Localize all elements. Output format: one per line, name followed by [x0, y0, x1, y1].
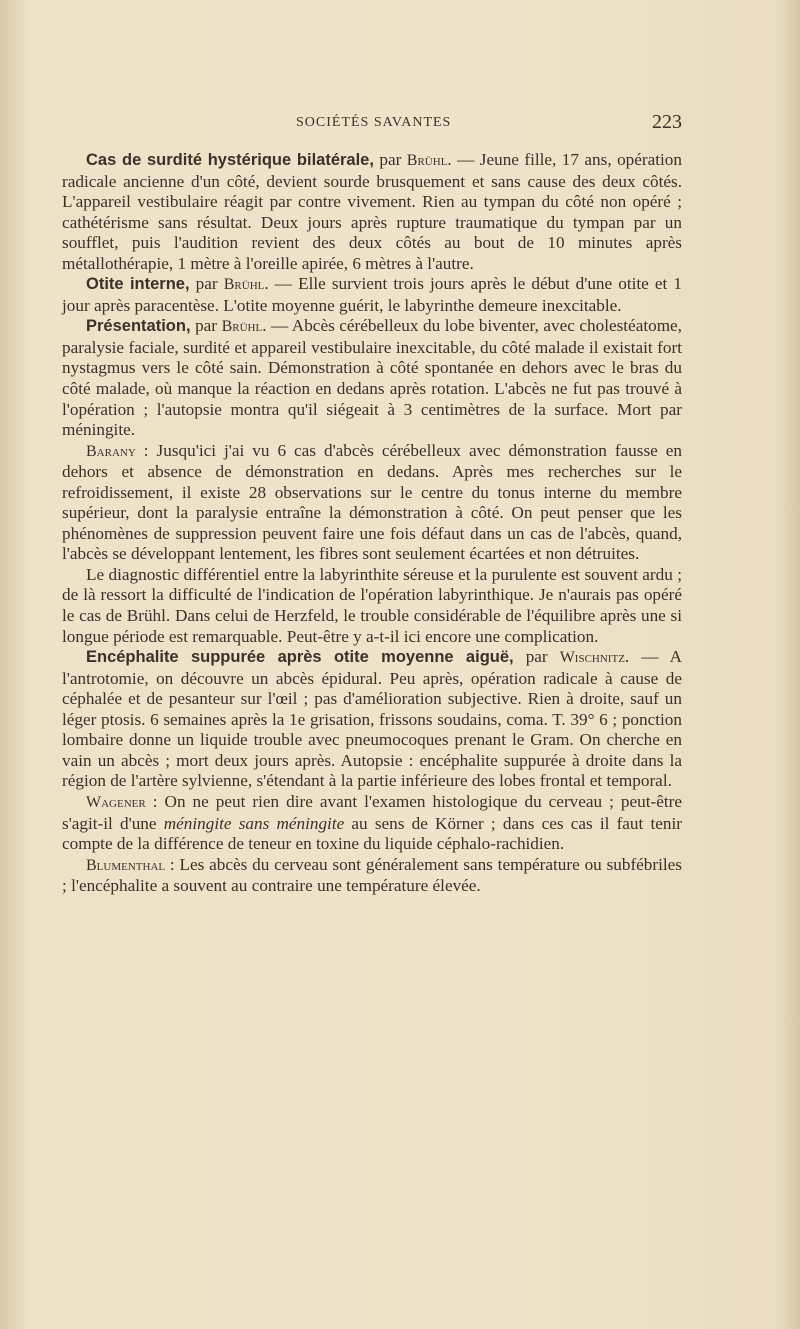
author-name: Barany: [86, 442, 136, 460]
running-title: SOCIÉTÉS SAVANTES: [296, 115, 452, 130]
paragraph-presentation: [62, 316, 682, 440]
author-name: Wischnitz: [559, 649, 625, 667]
lead-text: par: [190, 316, 222, 336]
author-name: Brühl: [221, 318, 263, 336]
paragraph-barany: [62, 441, 682, 565]
page-header: [62, 113, 682, 139]
paragraph-wagener: [62, 792, 682, 855]
lead-text: par: [189, 274, 224, 294]
author-name: Wagener: [86, 793, 146, 811]
paragraph-text: . — Elle survient trois jours après le début d'une otite et 1 jour après paracentèse. L'otite moyenne guérit, le labyrinthe demeure inexcitable.: [62, 274, 683, 315]
paragraph-text: Le diagnostic différentiel entre la labyrinthite séreuse et la purulente est souvent ardu ; de là ressort la difficulté de l'indication de l'opération labyrinthique. Je n'aurais pas opéré le cas de Brühl. Dans celui de Herzfeld, le trouble considérable de l'équilibre après une si longue période est remarquable. Peut-être y a-t-il ici encore une complication.: [62, 564, 682, 646]
paragraph-surdite: [62, 150, 682, 274]
paragraph-text: : Les abcès du cerveau sont généralement sans température ou subfébriles ; l'encéphalite a souvent au contraire une température élevée.: [62, 854, 682, 896]
italic-term: méningite sans méningite: [163, 813, 345, 833]
paragraph-encephalite: [62, 647, 682, 792]
paragraph-text: : On ne peut rien dire avant l'examen histologique du cerveau ; peut-être s'agit-il d'une: [62, 791, 682, 833]
paragraph-text: . — Jeune fille, 17 ans, opération radicale ancienne d'un côté, devient sourde brusquement et sans cause des deux côtés. L'appareil vestibulaire réagit par contre vivement. Rien au tympan du côté non opéré ; cathétérisme sans résultat. Deux jours après rupture traumatique du tympan par un soufflet, puis l'audition revient des deux côtés au bout de 10 minutes après métallothérapie, 1 mètre à l'oreille apirée, 6 mètres à l'autre.: [62, 150, 682, 273]
paragraph-diagnostic: [62, 565, 682, 647]
lead-text: par: [373, 150, 407, 169]
paragraph-text: . — A l'antrotomie, on découvre un abcès épidural. Peu après, opération radicale à cause de céphalée et de pesanteur sur l'œil ; pas d'amélioration subjective. Rien à droite, sauf un léger ptosis. 6 semaines après la 1e grisation, frissons soudains, coma. T. 39° 6 ; ponction lombaire donne un liquide trouble avec pneumocoques prenant le Gram. On cherche en vain un abcès ; mort deux jours après. Autopsie : encéphalite suppurée à droite dans la région de l'artère sylvienne, s'étendant à la partie inférieure des lobes frontal et temporal.: [62, 647, 682, 791]
paragraph-text: : Jusqu'ici j'ai vu 6 cas d'abcès cérébelleux avec démonstration fausse en dehors et absence de démonstration en dedans. Après mes recherches sur le refroidissement, il existe 28 observations sur le centre du tonus interne du membre supérieur, dont la paralysie entraîne la démonstration à côté. On peut penser que les phénomènes de suppression peuvent faire une fois défaut dans un cas de l'abcès, quand, l'abcès se développant lentement, les fibres sont seulement écartées et non détruites.: [62, 440, 682, 564]
paragraph-otite-interne: [62, 274, 682, 316]
author-name: Blumenthal: [86, 856, 166, 874]
section-heading: Otite interne,: [86, 275, 190, 294]
paragraph-text: . — Abcès cérébelleux du lobe biventer, avec cholestéatome, paralysie faciale, surdité et appareil vestibulaire inexcitable, du côté malade il existait fort nystagmus vers le côté sain. Démonstration à côté spontanée en dehors avec le bras du côté malade, où manque la réaction en dedans après rotation. L'abcès ne fut pas trouvé à l'opération ; l'autopsie montra qu'il siégeait à 3 centimètres de la surface. Mort par méningite.: [62, 316, 682, 440]
article-body: [62, 150, 682, 897]
author-name: Brühl: [223, 276, 265, 294]
paragraph-text-after: au sens de Körner ; dans ces cas il faut tenir compte de la différence de teneur en toxine du liquide céphalo-rachidien.: [62, 813, 682, 854]
section-heading: Encéphalite suppurée après otite moyenne aiguë,: [86, 648, 514, 667]
author-name: Brühl: [406, 152, 448, 169]
section-heading: Présentation,: [86, 317, 191, 336]
page-number: 223: [652, 111, 682, 133]
paragraph-blumenthal: [62, 855, 682, 897]
section-heading: Cas de surdité hystérique bilatérale,: [86, 151, 374, 169]
lead-text: par: [513, 647, 560, 667]
